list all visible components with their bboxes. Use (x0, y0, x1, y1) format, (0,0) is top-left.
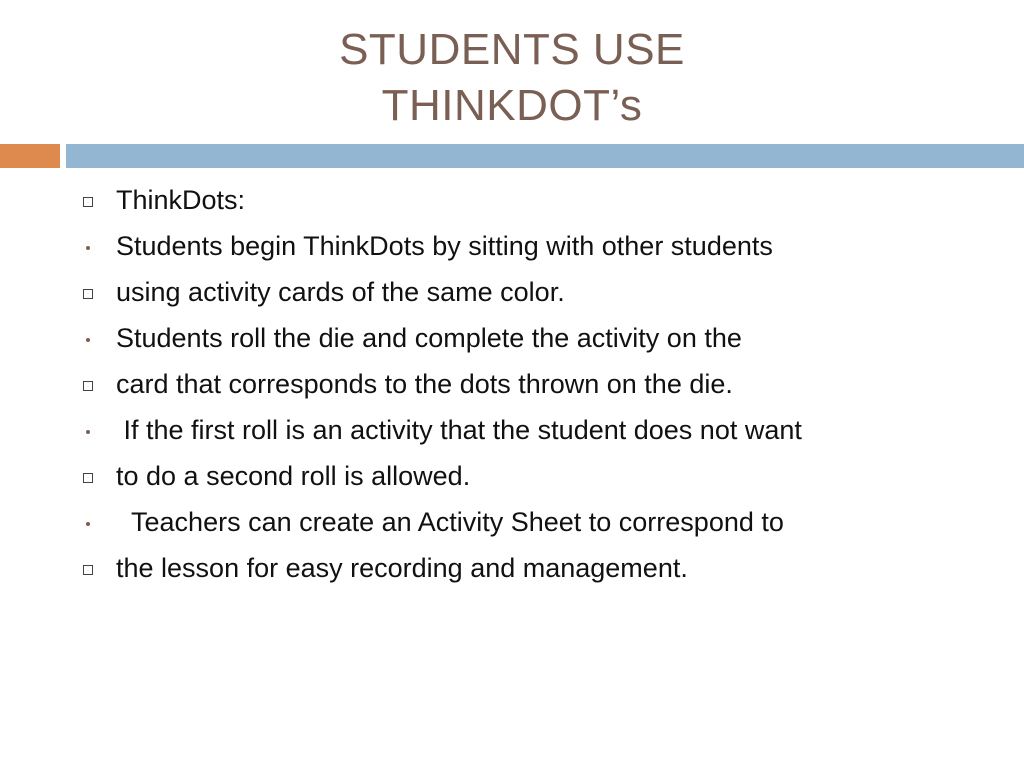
slide-title-line-2: THINKDOT’s (381, 81, 643, 130)
slide-title-line-1: STUDENTS USE (339, 25, 685, 74)
square-bullet-icon (78, 366, 116, 402)
list-item-text: ThinkDots: (116, 185, 246, 215)
square-bullet-icon (78, 182, 116, 218)
list-item-text: to do a second roll is allowed. (116, 461, 471, 491)
square-bullet-icon (78, 458, 116, 494)
list-item-text: If the first roll is an activity that the student does not want (116, 415, 802, 445)
list-item (78, 504, 978, 540)
dot-bullet-icon (78, 228, 116, 264)
slide-title (0, 22, 1024, 134)
dot-bullet-icon (78, 320, 116, 356)
list-item-text: Students begin ThinkDots by sitting with other students (116, 231, 773, 261)
list-item (78, 550, 978, 586)
accent-bar-blue (66, 144, 1024, 168)
accent-bar-orange (0, 144, 60, 168)
dot-bullet-icon (78, 504, 116, 540)
list-item-text: card that corresponds to the dots thrown on the die. (116, 369, 733, 399)
list-item-text: Teachers can create an Activity Sheet to correspond to (116, 507, 784, 537)
list-item (78, 458, 978, 494)
list-item (78, 320, 978, 356)
list-item-text: the lesson for easy recording and management. (116, 553, 688, 583)
list-item-text: using activity cards of the same color. (116, 277, 565, 307)
square-bullet-icon (78, 550, 116, 586)
dot-bullet-icon (78, 412, 116, 448)
list-item (78, 228, 978, 264)
list-item (78, 182, 978, 218)
bullet-list (78, 182, 978, 596)
list-item-text: Students roll the die and complete the activity on the (116, 323, 742, 353)
list-item (78, 366, 978, 402)
square-bullet-icon (78, 274, 116, 310)
list-item (78, 274, 978, 310)
list-item (78, 412, 978, 448)
